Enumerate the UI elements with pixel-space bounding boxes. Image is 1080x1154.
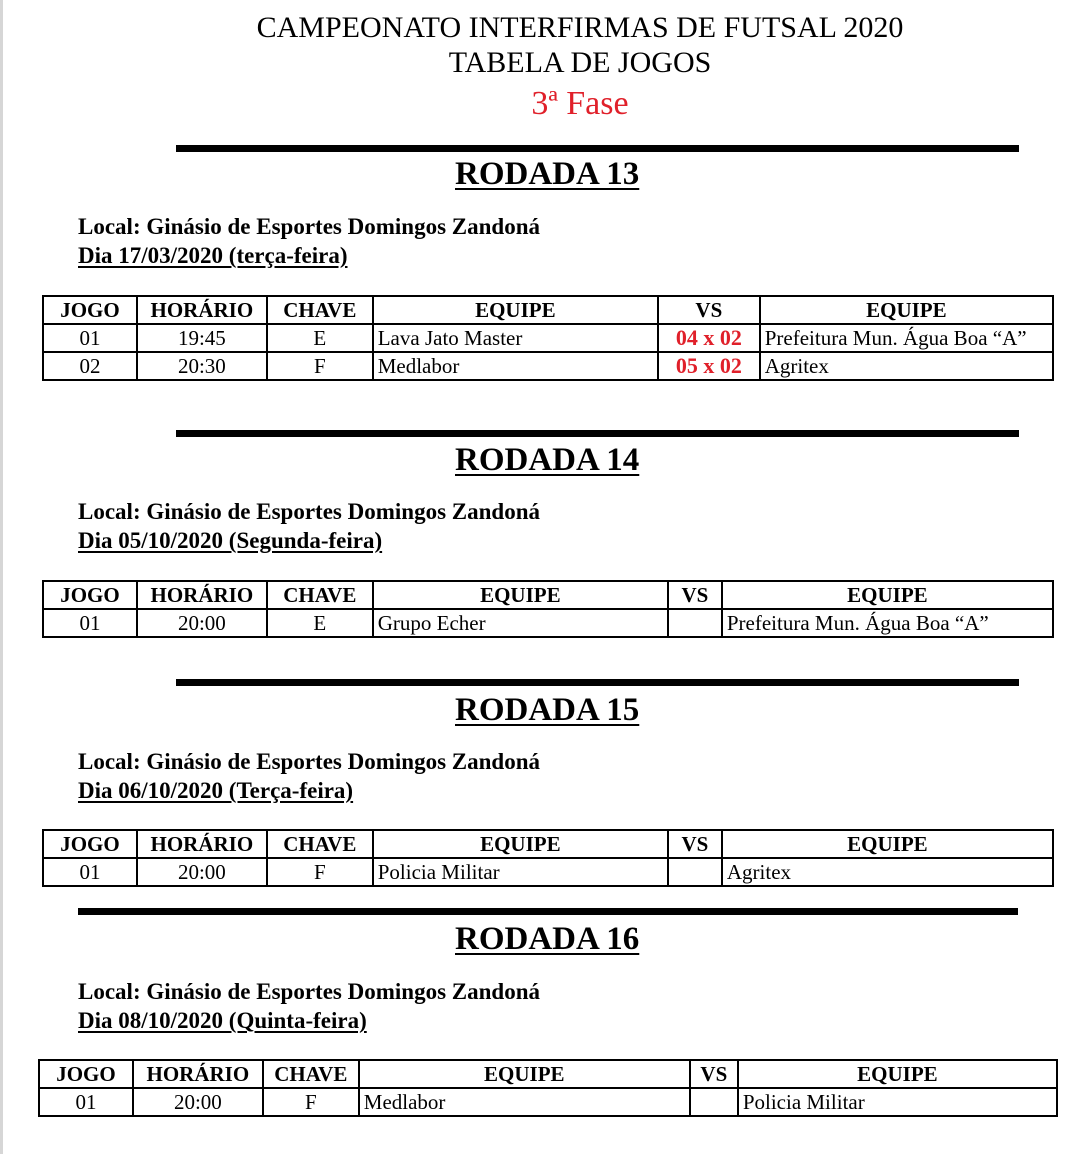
table-header-row bbox=[43, 296, 1053, 324]
schedule-title: TABELA DE JOGOS bbox=[448, 46, 712, 79]
table-row bbox=[43, 352, 1053, 380]
game-group: F bbox=[267, 858, 373, 886]
col-horario: HORÁRIO bbox=[133, 1060, 263, 1088]
col-jogo: JOGO bbox=[43, 296, 137, 324]
game-number: 01 bbox=[39, 1088, 133, 1116]
game-score: 04 x 02 bbox=[658, 324, 760, 352]
game-score bbox=[690, 1088, 738, 1116]
home-team: Lava Jato Master bbox=[373, 324, 658, 352]
section-divider bbox=[78, 908, 1018, 915]
home-team: Grupo Echer bbox=[373, 609, 668, 637]
championship-title: CAMPEONATO INTERFIRMAS DE FUTSAL 2020 bbox=[256, 11, 904, 44]
game-time: 20:00 bbox=[137, 609, 267, 637]
col-chave: CHAVE bbox=[263, 1060, 359, 1088]
col-vs: VS bbox=[668, 830, 722, 858]
game-group: E bbox=[267, 324, 373, 352]
col-vs: VS bbox=[668, 581, 722, 609]
col-chave: CHAVE bbox=[267, 581, 373, 609]
col-equipe-away: EQUIPE bbox=[760, 296, 1053, 324]
col-jogo: JOGO bbox=[43, 581, 137, 609]
game-number: 01 bbox=[43, 324, 137, 352]
col-equipe-away: EQUIPE bbox=[722, 581, 1053, 609]
section-divider bbox=[176, 145, 1019, 152]
round-date: Dia 05/10/2020 (Segunda-feira) bbox=[78, 528, 383, 553]
games-table bbox=[42, 580, 1054, 638]
game-group: E bbox=[267, 609, 373, 637]
away-team: Prefeitura Mun. Água Boa “A” bbox=[760, 324, 1053, 352]
round-venue: Local: Ginásio de Esportes Domingos Zandoná bbox=[78, 499, 540, 524]
col-horario: HORÁRIO bbox=[137, 581, 267, 609]
col-equipe-home: EQUIPE bbox=[359, 1060, 690, 1088]
home-team: Medlabor bbox=[373, 352, 658, 380]
game-time: 20:30 bbox=[137, 352, 267, 380]
home-team: Policia Militar bbox=[373, 858, 668, 886]
round-venue: Local: Ginásio de Esportes Domingos Zandoná bbox=[78, 214, 540, 239]
game-number: 01 bbox=[43, 609, 137, 637]
round-title: RODADA 16 bbox=[455, 921, 640, 957]
table-row bbox=[43, 858, 1053, 886]
round-venue: Local: Ginásio de Esportes Domingos Zandoná bbox=[78, 979, 540, 1004]
col-vs: VS bbox=[658, 296, 760, 324]
table-header-row bbox=[43, 581, 1053, 609]
away-team: Agritex bbox=[722, 858, 1053, 886]
col-horario: HORÁRIO bbox=[137, 830, 267, 858]
round-title: RODADA 13 bbox=[455, 156, 640, 192]
round-title: RODADA 14 bbox=[455, 442, 640, 478]
section-divider bbox=[176, 430, 1019, 437]
away-team: Policia Militar bbox=[738, 1088, 1057, 1116]
game-score bbox=[668, 609, 722, 637]
col-vs: VS bbox=[690, 1060, 738, 1088]
game-time: 20:00 bbox=[137, 858, 267, 886]
round-venue: Local: Ginásio de Esportes Domingos Zandoná bbox=[78, 749, 540, 774]
table-row bbox=[43, 324, 1053, 352]
col-jogo: JOGO bbox=[39, 1060, 133, 1088]
games-table bbox=[42, 829, 1054, 887]
round-date: Dia 17/03/2020 (terça-feira) bbox=[78, 243, 348, 268]
col-equipe-home: EQUIPE bbox=[373, 830, 668, 858]
col-jogo: JOGO bbox=[43, 830, 137, 858]
round-date: Dia 06/10/2020 (Terça-feira) bbox=[78, 778, 354, 803]
game-score bbox=[668, 858, 722, 886]
away-team: Prefeitura Mun. Água Boa “A” bbox=[722, 609, 1053, 637]
game-score: 05 x 02 bbox=[658, 352, 760, 380]
game-number: 02 bbox=[43, 352, 137, 380]
games-table bbox=[38, 1059, 1058, 1117]
table-row bbox=[43, 609, 1053, 637]
game-number: 01 bbox=[43, 858, 137, 886]
game-group: F bbox=[263, 1088, 359, 1116]
col-equipe-away: EQUIPE bbox=[722, 830, 1053, 858]
col-equipe-away: EQUIPE bbox=[738, 1060, 1057, 1088]
away-team: Agritex bbox=[760, 352, 1053, 380]
section-divider bbox=[176, 679, 1019, 686]
col-equipe-home: EQUIPE bbox=[373, 581, 668, 609]
table-header-row bbox=[39, 1060, 1057, 1088]
col-horario: HORÁRIO bbox=[137, 296, 267, 324]
table-header-row bbox=[43, 830, 1053, 858]
round-date: Dia 08/10/2020 (Quinta-feira) bbox=[78, 1008, 367, 1033]
games-table bbox=[42, 295, 1054, 381]
game-group: F bbox=[267, 352, 373, 380]
phase-title: 3ª Fase bbox=[531, 85, 629, 122]
game-time: 20:00 bbox=[133, 1088, 263, 1116]
table-row bbox=[39, 1088, 1057, 1116]
round-title: RODADA 15 bbox=[455, 692, 640, 728]
col-equipe-home: EQUIPE bbox=[373, 296, 658, 324]
home-team: Medlabor bbox=[359, 1088, 690, 1116]
game-time: 19:45 bbox=[137, 324, 267, 352]
page-left-edge bbox=[0, 0, 3, 1154]
col-chave: CHAVE bbox=[267, 296, 373, 324]
col-chave: CHAVE bbox=[267, 830, 373, 858]
